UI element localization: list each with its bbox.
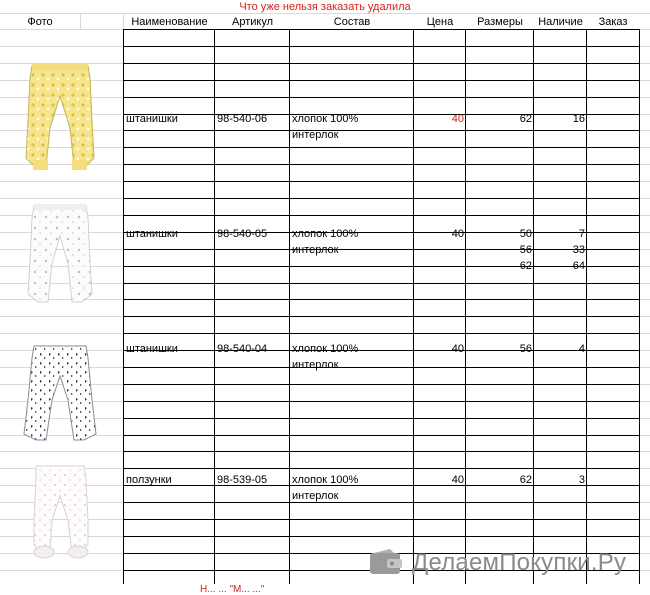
header-name[interactable]: Наименование xyxy=(131,16,208,28)
product-photo-yellow-pants[interactable] xyxy=(20,62,100,180)
product-article[interactable]: 98-540-05 xyxy=(217,228,268,240)
product-photo-white-pants[interactable] xyxy=(20,202,100,314)
gridline xyxy=(640,198,650,199)
product-price[interactable]: 40 xyxy=(451,113,464,125)
gridline xyxy=(640,350,650,351)
row-border xyxy=(123,418,640,419)
column-border xyxy=(80,14,81,29)
product-stock[interactable]: 16 xyxy=(572,113,585,125)
gridline xyxy=(0,181,123,182)
product-name[interactable]: штанишки xyxy=(126,228,178,240)
gridline xyxy=(640,401,650,402)
header-composition[interactable]: Состав xyxy=(333,16,371,28)
gridline xyxy=(640,249,650,250)
row-border xyxy=(123,80,640,81)
product-size[interactable]: 56 xyxy=(519,244,532,256)
product-article[interactable]: 98-540-04 xyxy=(217,343,268,355)
product-stock[interactable]: 3 xyxy=(578,474,585,486)
gridline xyxy=(640,468,650,469)
gridline xyxy=(0,333,123,334)
gridline xyxy=(640,418,650,419)
gridline xyxy=(0,198,123,199)
header-stock[interactable]: Наличие xyxy=(538,16,583,28)
gridline xyxy=(640,46,650,47)
row-border xyxy=(123,468,640,469)
column-border xyxy=(123,29,124,584)
row-border xyxy=(123,451,640,452)
product-composition[interactable]: интерлок xyxy=(292,244,339,256)
gridline xyxy=(0,13,650,14)
product-article[interactable]: 98-540-06 xyxy=(217,113,268,125)
product-size[interactable]: 62 xyxy=(519,474,532,486)
product-size[interactable]: 62 xyxy=(519,260,532,272)
gridline xyxy=(640,266,650,267)
gridline xyxy=(640,316,650,317)
product-stock[interactable]: 64 xyxy=(572,260,585,272)
column-border xyxy=(586,29,587,584)
row-border xyxy=(123,435,640,436)
column-border xyxy=(214,29,215,584)
product-composition[interactable]: хлопок 100% xyxy=(292,113,359,125)
gridline xyxy=(0,570,123,571)
row-border xyxy=(123,367,640,368)
gridline xyxy=(640,384,650,385)
product-size[interactable]: 62 xyxy=(519,113,532,125)
gridline xyxy=(0,451,123,452)
row-border xyxy=(123,46,640,47)
product-article[interactable]: 98-539-05 xyxy=(217,474,268,486)
gridline xyxy=(640,333,650,334)
row-border xyxy=(123,63,640,64)
gridline xyxy=(640,367,650,368)
product-stock[interactable]: 4 xyxy=(578,343,585,355)
product-stock[interactable]: 33 xyxy=(572,244,585,256)
row-border xyxy=(123,181,640,182)
gridline xyxy=(640,283,650,284)
product-name[interactable]: ползунки xyxy=(126,474,172,486)
gridline xyxy=(640,130,650,131)
row-border xyxy=(123,401,640,402)
row-border xyxy=(123,130,640,131)
gridline xyxy=(640,114,650,115)
header-sizes[interactable]: Размеры xyxy=(477,16,523,28)
gridline xyxy=(640,536,650,537)
gridline xyxy=(640,80,650,81)
product-photo-spotted-pants[interactable] xyxy=(20,342,100,448)
row-border xyxy=(123,316,640,317)
sheet-note: Что уже нельзя заказать удалила xyxy=(239,1,411,13)
wallet-icon xyxy=(368,548,404,578)
column-border xyxy=(289,29,290,584)
watermark-text: ДелаемПокупки.Ру xyxy=(412,549,627,576)
gridline xyxy=(640,29,650,30)
column-border xyxy=(639,29,640,584)
product-stock[interactable]: 7 xyxy=(578,228,585,240)
product-price[interactable]: 40 xyxy=(451,343,464,355)
row-border xyxy=(123,29,640,30)
product-composition[interactable]: хлопок 100% xyxy=(292,228,359,240)
header-price[interactable]: Цена xyxy=(426,16,454,28)
product-composition[interactable]: хлопок 100% xyxy=(292,343,359,355)
gridline xyxy=(640,215,650,216)
product-price[interactable]: 40 xyxy=(451,228,464,240)
row-border xyxy=(123,215,640,216)
product-composition[interactable]: интерлок xyxy=(292,129,339,141)
row-border xyxy=(123,333,640,334)
product-composition[interactable]: интерлок xyxy=(292,490,339,502)
gridline xyxy=(640,164,650,165)
row-border xyxy=(123,283,640,284)
header-photo[interactable]: Фото xyxy=(27,16,53,28)
row-border xyxy=(123,97,640,98)
gridline xyxy=(640,519,650,520)
product-composition[interactable]: хлопок 100% xyxy=(292,474,359,486)
gridline xyxy=(640,181,650,182)
product-composition[interactable]: интерлок xyxy=(292,359,339,371)
product-size[interactable]: 56 xyxy=(519,343,532,355)
gridline xyxy=(640,97,650,98)
row-border xyxy=(123,299,640,300)
row-border xyxy=(123,502,640,503)
gridline xyxy=(640,299,650,300)
row-border xyxy=(123,164,640,165)
row-border xyxy=(123,384,640,385)
gridline xyxy=(0,46,123,47)
product-name[interactable]: штанишки xyxy=(126,113,178,125)
product-size[interactable]: 50 xyxy=(519,228,532,240)
bottom-note: Н... ... "М... ..." xyxy=(200,584,265,595)
gridline xyxy=(0,316,123,317)
row-border xyxy=(123,519,640,520)
gridline xyxy=(640,485,650,486)
gridline xyxy=(640,451,650,452)
gridline xyxy=(640,502,650,503)
column-border xyxy=(123,14,124,29)
product-name[interactable]: штанишки xyxy=(126,343,178,355)
product-photo-footed-pants[interactable] xyxy=(22,462,100,562)
watermark xyxy=(368,548,648,578)
header-order[interactable]: Заказ xyxy=(598,16,628,28)
row-border xyxy=(123,536,640,537)
gridline xyxy=(640,232,650,233)
gridline xyxy=(0,29,123,30)
header-article[interactable]: Артикул xyxy=(231,16,273,28)
gridline xyxy=(640,147,650,148)
gridline xyxy=(640,63,650,64)
gridline xyxy=(640,435,650,436)
product-price[interactable]: 40 xyxy=(451,474,464,486)
row-border xyxy=(123,147,640,148)
row-border xyxy=(123,198,640,199)
